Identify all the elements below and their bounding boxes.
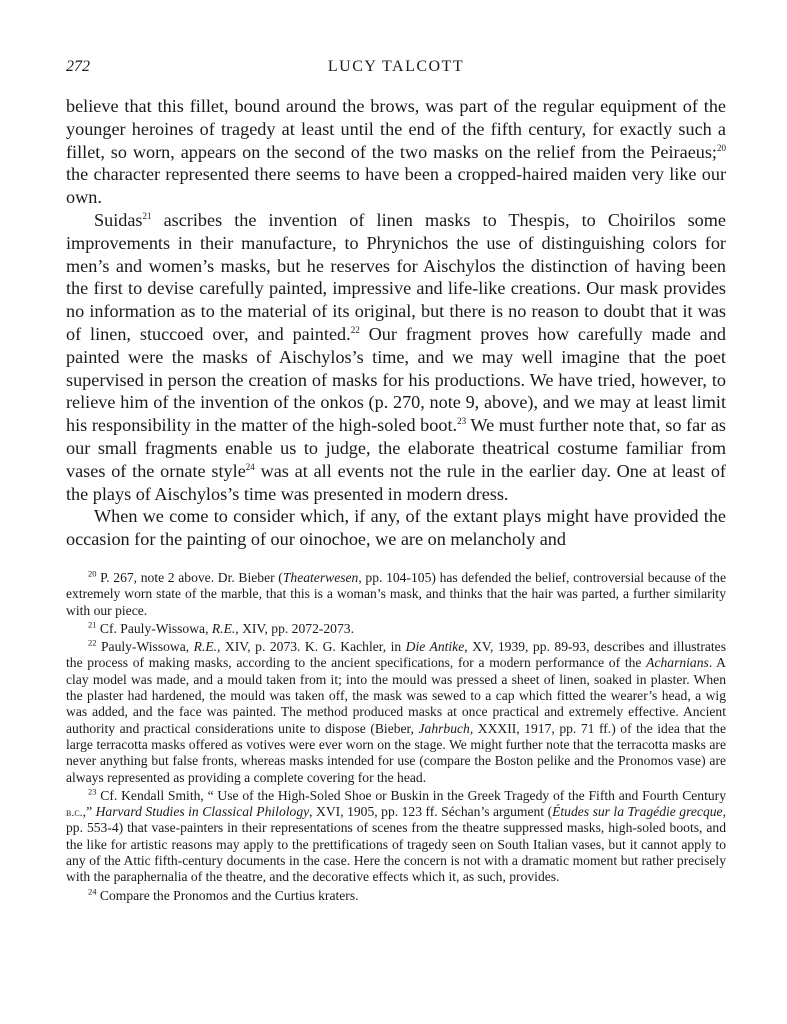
paragraph-3: When we come to consider which, if any, of the extant plays might have provided the occasion for the painting of our oinochoe, we are on melancholy and [66, 506, 726, 550]
page [66, 58, 726, 906]
footnote-ref-24[interactable]: 24 [245, 461, 255, 472]
page-header [66, 58, 726, 86]
footnote-21: $^{21}$ Cf. Pauly-Wissowa, R.E., XIV, pp. 2072-2073. [88, 619, 354, 636]
footnote-22: $^{22}$ Pauly-Wissowa, R.E., XIV, p. 2073. K. G. Kachler, in Die Antike, XV, 1939, pp. 89-93, describes and illustrates the process of making masks, according to the ancient specifications, for a modern performance of the Acharnians. A clay model was made, and a mould taken from it; into the mould was pressed a sheet of linen, soaked in plaster. When the plaster had hardened, the mould was taken off, the mask was sewed to a cap which fitted the wearer’s head, a wig was added, and the face was painted. The method produced masks at once practical and extremely effective. Ancient authority and practical considerations unite to dispose (Bieber, Jahrbuch, XXXII, 1917, pp. 71 ff.) of the idea that the large terracotta masks offered as votives were ever worn on the stage. We might further note that the terracotta masks are never anything but false fronts, whereas masks intended for use (compare the Boston pelike and the Pronomos vase) are always represented as providing a complete covering for the head. [66, 637, 726, 785]
paragraph-2: Suidas$^{21}$ ascribes the invention of linen masks to Thespis, to Choirilos some improvements in their manufacture, to Phrynichos the use of distinguishing colors for men’s and women’s masks, but he reserves for Aischylos the distinction of having been the first to devise carefully painted, impressive and life-like creations. Our mask provides no information as to the material of its original, but there is no reason to doubt that it was of linen, stuccoed over, and painted.$^{22}$ Our fragment proves how carefully made and painted were the masks of Aischylos’s time, and we may well imagine that the poet supervised in person the creation of masks for his productions. We have tried, however, to relieve him of the invention of the onkos (p. 270, note 9, above), and we may at least limit his responsibility in the matter of the high-soled boot.$^{23}$ We must further note that, so far as our small fragments enable us to judge, the elaborate theatrical costume familiar from vases of the ornate style$^{24}$ was at all events not the rule in the earlier day. One at least of the plays of Aischylos’s time was presented in modern dress. [66, 209, 727, 504]
body-text [66, 95, 726, 551]
footnote-23: $^{23}$ Cf. Kendall Smith, “ Use of the High-Soled Shoe or Buskin in the Greek Tragedy of the Fifth and Fourth Century b.c.,” Harvard Studies in Classical Philology, XVI, 1905, pp. 123 ff. Séchan’s argument (Études sur la Tragédie grecque, pp. 553-4) that vase-painters in their representations of scenes from the theatre suppressed masks, high-soled boots, and the like for artistic reasons may apply to the prettifications of tragedy seen on South Italian vases, but it cannot apply to any of the Attic fifth-century documents in the case. Here the concern is not with a dramatic moment but rather precisely with the paraphernalia of the theatre, and the decorative effects which it, as such, provides. [66, 786, 726, 885]
footnote-ref-22[interactable]: 22 [350, 324, 360, 335]
footnote-ref-20[interactable]: 20 [717, 142, 726, 153]
footnote-ref-21[interactable]: 21 [142, 210, 152, 221]
paragraph-1: believe that this fillet, bound around the brows, was part of the regular equipment of the younger heroines of tragedy at least until the end of the fifth century, for exactly such a fillet, so worn, appears on the second of the two masks on the relief from the Peiraeus;$^{20}$ the character represented there seems to have been a cropped-haired maiden very like our own. [66, 96, 726, 208]
footnote-24: $^{24}$ Compare the Pronomos and the Curtius kraters. [88, 886, 359, 903]
footnote-ref-23[interactable]: 23 [457, 416, 467, 427]
footnotes [66, 570, 726, 904]
page-number: 272 [66, 58, 90, 75]
running-head: LUCY TALCOTT [327, 58, 465, 75]
footnote-20: $^{20}$ P. 267, note 2 above. Dr. Bieber (Theaterwesen, pp. 104-105) has defended the belief, controversial because of the extremely worn state of the marble, that this is a woman’s mask, and thinks that the hair was parted, a further similarity with our piece. [66, 568, 726, 618]
